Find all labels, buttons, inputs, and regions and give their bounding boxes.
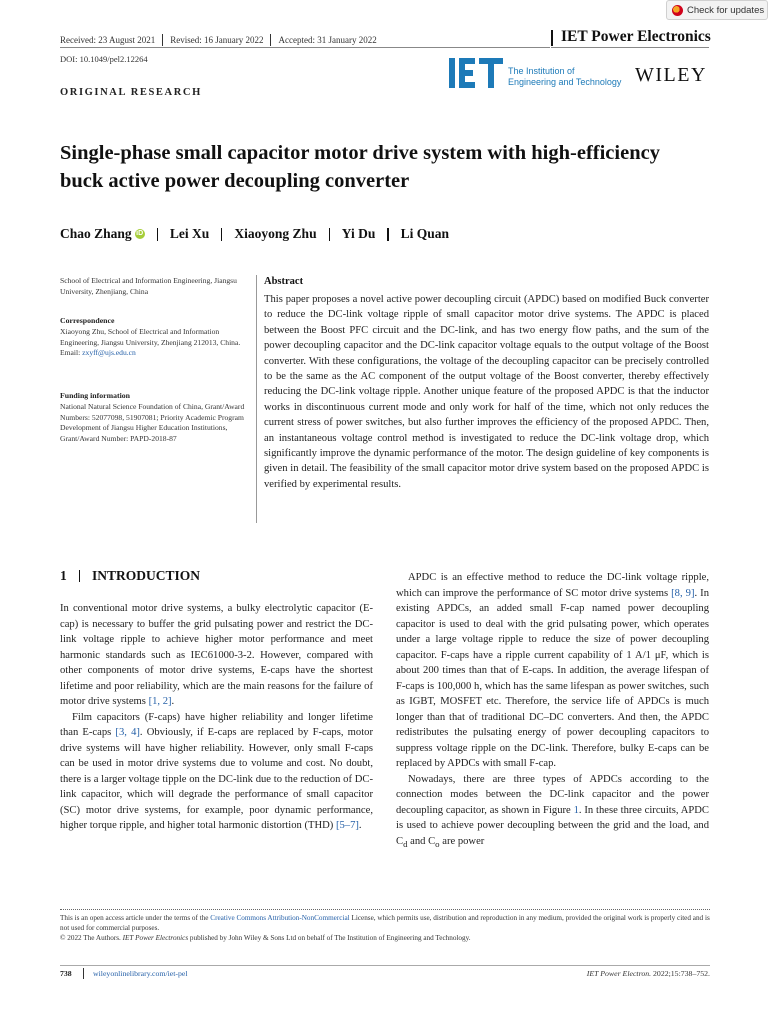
correspondence-email-line — [60, 348, 250, 359]
author-separator — [387, 228, 388, 241]
accepted-date: Accepted: 31 January 2022 — [278, 35, 377, 45]
doi[interactable]: DOI: 10.1049/pel2.12264 — [60, 54, 148, 64]
paragraph: In conventional motor drive systems, a bulky electrolytic capacitor (E-cap) is necessary to buffer the grid pulsating power and restrict the DC-link voltage ripple to achieve higher motor performance and meet harmonic standards such as IEC61000-3-2. However, compared with other components of motor drive systems, E-caps have the shortest lifetime and poor reliability, which are the main reasons for the failure of motor drive systems [1, 2]. — [60, 603, 373, 707]
section-number: 1 — [60, 568, 67, 583]
left-body-column — [60, 601, 373, 834]
author-separator — [157, 228, 158, 241]
abstract-rule — [256, 275, 257, 523]
author-separator — [221, 228, 222, 241]
copyright-text: © 2022 The Authors. IET Power Electronics published by John Wiley & Sons Ltd on behalf of The Institution of Engineering and Technology. — [60, 934, 471, 942]
paragraph: APDC is an effective method to reduce the DC-link voltage ripple, which can improve the performance of SC motor drive systems [8, 9]. In existing APDCs, an added small F-cap named power decoupling capacitor is used to deal with the grid pulsating power, which operates under a large voltage ripple to reduce the size of power decoupling capacitor. F-caps have a ripple current capability of 1 A/1 μF, which is about 200 times than that of E-caps. In addition, the average lifespan of F-caps is 100,000 h, which has the same lifespan as power switches, such as IGBT, MOSFET etc. Therefore, the service life of APDCs is much longer than that of traditional DC–DC converters. And then, the APDC redistributes the pulsating energy of power decoupling capacitors to suppress voltage ripple on the DC-link. Therefore, bulky E-caps can be replaced by APDCs with small F-cap. — [396, 572, 710, 769]
article-dates — [60, 34, 377, 46]
citation-footer: IET Power Electron. 2022;15:738–752. — [586, 969, 710, 978]
citation-link[interactable]: [8, 9] — [671, 587, 695, 599]
crossmark-icon — [672, 5, 683, 16]
intro-heading — [60, 568, 200, 584]
paper-title: Single-phase small capacitor motor drive system with high-efficiency buck active power decoupling converter — [60, 142, 660, 192]
received-date: Received: 23 August 2021 — [60, 35, 156, 45]
citation-link[interactable]: [3, 4] — [115, 727, 140, 738]
section-title: INTRODUCTION — [91, 568, 200, 583]
author-list — [60, 226, 449, 242]
paragraph: Film capacitors (F-caps) have higher reliability and longer lifetime than E-caps [3, 4]. Obviously, if E-caps are replaced by F-caps, motor drive systems will have higher reliability. However, only small F-caps can be used in motor drive systems due to volume and cost. No doubt, there is a larger voltage tipple on the DC-link due to the reduction of DC-link capacitor, which will degrade the performance of small capacitor (SC) motor drive systems, for example, poor dynamic performance, higher torque ripple, and higher total harmonic distortion (THD) [5–7]. — [60, 711, 373, 831]
revised-date: Revised: 16 January 2022 — [170, 35, 264, 45]
header-rule — [551, 47, 709, 48]
citation-link[interactable]: [1, 2] — [148, 696, 172, 707]
orcid-icon[interactable]: iD — [136, 230, 144, 237]
affiliation — [60, 276, 250, 298]
journal-site-link[interactable]: wileyonlinelibrary.com/iet-pel — [93, 969, 188, 978]
figure-link[interactable]: 1 — [573, 804, 579, 816]
page-number: 738 — [60, 969, 72, 978]
right-body-column — [396, 570, 709, 852]
funding-heading: Funding information — [60, 391, 130, 400]
affiliation-text: School of Electrical and Information Engineering, Jiangsu University, Zhenjiang, China — [60, 276, 237, 296]
iet-line-1: The Institution of — [508, 66, 575, 76]
funding — [60, 391, 250, 445]
funding-text: National Natural Science Foundation of China, Grant/Award Numbers: 52077098, 51907081; Priority Academic Program Development of Jiangsu Higher Education Institutions, Grant/Award Number: PAPD-2018-87 — [60, 401, 245, 444]
heading-separator — [79, 570, 80, 582]
citation-link[interactable]: [5–7] — [335, 820, 359, 831]
email-label: Email: — [60, 348, 81, 358]
journal-bar — [551, 30, 553, 46]
author[interactable]: Li Quan — [400, 226, 449, 241]
iet-name — [508, 66, 621, 87]
correspondence-text: Xiaoyong Zhu, School of Electrical and Information Engineering, Jiangsu University, Zhenjiang 212013, China. — [60, 326, 241, 347]
author[interactable]: Xiaoyong Zhu — [234, 226, 317, 241]
abstract-text: This paper proposes a novel active power decoupling circuit (APDC) based on modified Buck converter to reduce the DC-link voltage ripple of small capacitor motor drive systems. The APDC is placed between the Boost PFC circuit and the DC-link, and has two energy flow paths, and the sum of the power decoupling capacitor and the DC-link capacitor voltage equals to the output voltage of the Boost converter. With these configurations, the voltage of the decoupling capacitor can be precisely controlled to be the same as the AC component of the output voltage of the Boost converter, thereby effectively reducing the DC-link voltage ripple. Another unique feature of the proposed APDC is that the inductor works in discontinuous current mode and only work for half of the time, which not only reduces the current stress of power switches, but also further improves the efficiency of the proposed APDC. Then, an instantaneous voltage control method is investigated to reduce the DC-link voltage drop, which significantly improve the dynamic performance of the motor. The design guideline of key components is given in detail. The feasibility of the small capacitor motor drive system based on the proposed APDC is verified by experimental results. — [264, 294, 709, 490]
bottom-rule — [60, 965, 710, 966]
correspondence — [60, 316, 250, 359]
page-separator — [83, 968, 84, 979]
wiley-logo: WILEY — [635, 64, 707, 86]
iet-line-2: Engineering and Technology — [508, 76, 622, 87]
footnote-rule — [60, 909, 710, 910]
author[interactable]: Lei Xu — [169, 226, 210, 241]
date-separator — [162, 34, 163, 46]
date-separator — [270, 34, 271, 46]
email-link[interactable]: zxyff@ujs.edu.cn — [82, 348, 136, 358]
correspondence-heading: Correspondence — [60, 316, 115, 325]
section-label: ORIGINAL RESEARCH — [60, 87, 202, 98]
journal-name: IET Power Electronics — [561, 28, 711, 45]
abstract-heading: Abstract — [264, 276, 304, 287]
license-link[interactable]: Creative Commons Attribution-NonCommercial — [210, 914, 350, 922]
license-text: This is an open access article under the terms of the Creative Commons Attribution-NonCommercial License, which permits use, distribution and reproduction in any medium, provided the original work is properly cited and is not used for commercial purposes. — [60, 914, 710, 932]
check-for-updates-badge[interactable] — [666, 0, 768, 20]
check-for-updates-label: Check for updates — [687, 4, 765, 16]
header-rule — [60, 47, 550, 48]
author-separator — [329, 228, 330, 241]
license-footnote — [60, 913, 710, 943]
iet-logo — [449, 58, 505, 88]
author[interactable]: Yi Du — [341, 226, 376, 241]
paragraph: Nowadays, there are three types of APDCs according to the connection modes between the DC-link capacitor and the power decoupling capacitor, as shown in Figure 1. In these three circuits, APDC is used to achieve power decoupling between the grid and the load, and $C_d$ and $C_o$ are power — [396, 773, 709, 849]
author[interactable]: Chao Zhang — [60, 226, 132, 241]
